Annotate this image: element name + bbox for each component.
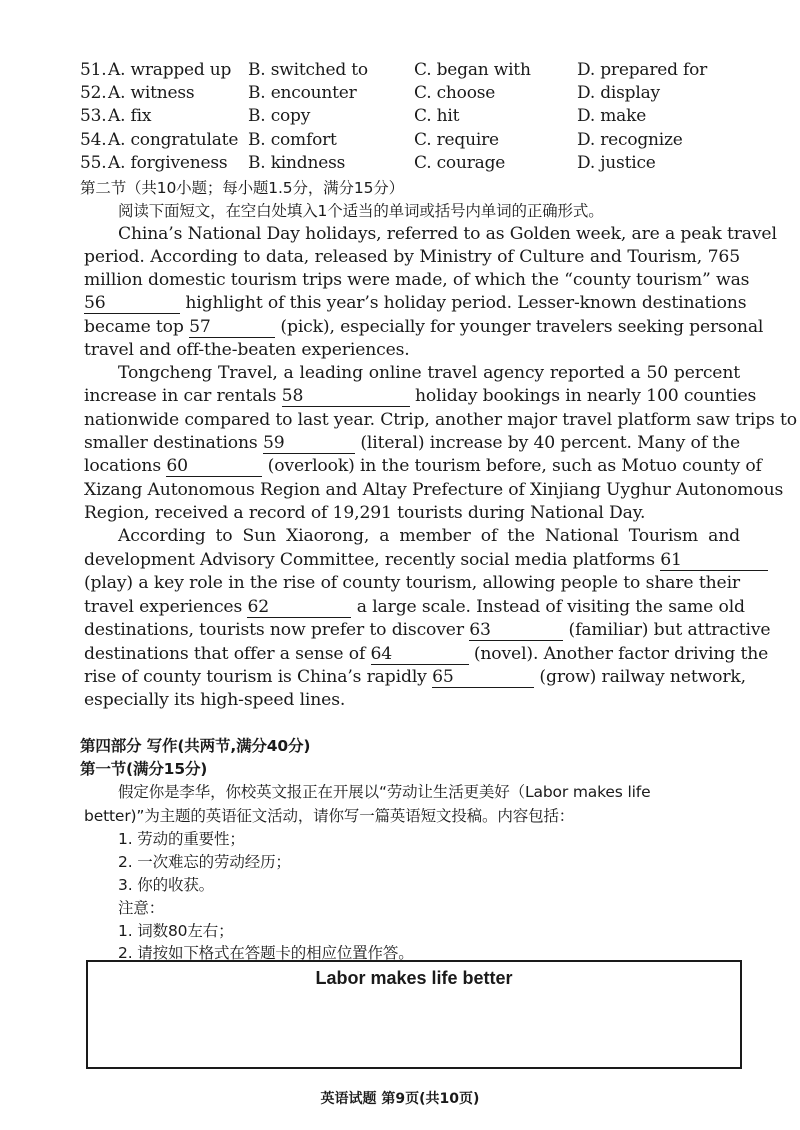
option-b: B. encounter [248, 83, 357, 103]
question-number: 51. [80, 60, 107, 80]
blank-59[interactable]: 59 [263, 433, 355, 454]
passage-line [84, 455, 762, 478]
question-number: 52. [80, 83, 107, 103]
option-row-51 [80, 60, 760, 83]
passage-line: According to Sun Xiaorong, a member of the National Tourism and [118, 526, 740, 546]
passage-text: (grow) railway network, [539, 667, 746, 687]
option-c: C. hit [414, 106, 460, 126]
passage-text: destinations, tourists now prefer to discover [84, 620, 464, 640]
passage-text: destinations that offer a sense of [84, 644, 366, 664]
note-item: 1. 词数80左右； [118, 922, 234, 940]
passage-line [84, 619, 771, 642]
content-item: 3. 你的收获。 [118, 876, 215, 894]
option-a: A. congratulate [108, 130, 239, 150]
option-b: B. comfort [248, 130, 337, 150]
page-footer: 英语试题 第9页(共10页) [320, 1091, 480, 1107]
option-row-55 [80, 153, 760, 176]
passage-text: increase in car rentals [84, 386, 277, 406]
option-b: B. kindness [248, 153, 346, 173]
option-d: D. recognize [577, 130, 683, 150]
passage-text: (overlook) in the tourism before, such as Motuo county of [267, 456, 762, 476]
passage-line [84, 432, 740, 455]
option-c: C. courage [414, 153, 506, 173]
passage-line: especially its high-speed lines. [84, 690, 346, 710]
passage-line: (play) a key role in the rise of county tourism, allowing people to share their [84, 573, 740, 593]
passage-line [84, 596, 745, 619]
option-d: D. prepared for [577, 60, 708, 80]
option-d: D. make [577, 106, 647, 126]
part4-heading: 第四部分 写作(共两节,满分40分) [80, 737, 311, 755]
blank-65[interactable]: 65 [432, 667, 534, 688]
passage-text: travel experiences [84, 597, 243, 617]
passage-line: nationwide compared to last year. Ctrip, another major travel platform saw trips to [84, 410, 797, 430]
section2-heading: 第二节（共10小题；每小题1.5分，满分15分） [80, 179, 404, 197]
option-b: B. switched to [248, 60, 368, 80]
answer-box-title: Labor makes life better [315, 968, 513, 988]
option-row-52 [80, 83, 760, 106]
answer-box[interactable] [86, 960, 742, 1069]
prompt-line: better)”为主题的英语征文活动，请你写一篇英语短文投稿。内容包括： [84, 807, 575, 825]
option-a: A. witness [108, 83, 195, 103]
passage-line: million domestic tourism trips were made, of which the “county tourism” was [84, 270, 750, 290]
passage-text: smaller destinations [84, 433, 258, 453]
option-c: C. require [414, 130, 499, 150]
question-number: 53. [80, 106, 107, 126]
passage-text: rise of county tourism is China’s rapidly [84, 667, 427, 687]
option-d: D. justice [577, 153, 656, 173]
passage-text: highlight of this year’s holiday period. Lesser-known destinations [185, 293, 747, 313]
passage-line: Xizang Autonomous Region and Altay Prefecture of Xinjiang Uyghur Autonomous [84, 480, 784, 500]
passage-line: travel and off-the-beaten experiences. [84, 340, 410, 360]
content-item: 2. 一次难忘的劳动经历； [118, 853, 291, 871]
option-row-53 [80, 106, 760, 129]
passage-text: (novel). Another factor driving the [473, 644, 769, 664]
option-c: C. choose [414, 83, 496, 103]
section2-instruction: 阅读下面短文，在空白处填入1个适当的单词或括号内单词的正确形式。 [118, 202, 604, 220]
passage-line [84, 292, 747, 315]
blank-56[interactable]: 56 [84, 293, 180, 314]
blank-60[interactable]: 60 [166, 456, 262, 477]
content-item: 1. 劳动的重要性； [118, 830, 245, 848]
passage-text: holiday bookings in nearly 100 counties [415, 386, 757, 406]
blank-64[interactable]: 64 [371, 644, 469, 665]
option-row-54 [80, 130, 760, 153]
passage-text: (familiar) but attractive [568, 620, 771, 640]
passage-line [84, 643, 769, 666]
passage-text: (literal) increase by 40 percent. Many of the [360, 433, 740, 453]
option-c: C. began with [414, 60, 531, 80]
passage-line [84, 666, 746, 689]
note-label: 注意： [118, 899, 165, 917]
passage-line [84, 316, 764, 339]
note-item: 2. 请按如下格式在答题卡的相应位置作答。 [118, 944, 414, 962]
passage-text: development Advisory Committee, recently social media platforms [84, 550, 655, 570]
passage-text: a large scale. Instead of visiting the same old [356, 597, 745, 617]
blank-61[interactable]: 61 [660, 550, 768, 571]
passage-text: locations [84, 456, 162, 476]
blank-57[interactable]: 57 [189, 317, 275, 338]
option-a: A. fix [108, 106, 152, 126]
passage-line [84, 385, 757, 408]
passage-line: Tongcheng Travel, a leading online travel agency reported a 50 percent [118, 363, 740, 383]
part4-subheading: 第一节(满分15分) [80, 760, 208, 778]
option-b: B. copy [248, 106, 311, 126]
blank-58[interactable]: 58 [282, 386, 410, 407]
passage-line: China’s National Day holidays, referred to as Golden week, are a peak travel [118, 224, 777, 244]
passage-text: (pick), especially for younger travelers seeking personal [280, 317, 764, 337]
prompt-line: 假定你是李华，你校英文报正在开展以“劳动让生活更美好（Labor makes life [118, 783, 651, 801]
option-d: D. display [577, 83, 660, 103]
option-a: A. wrapped up [108, 60, 232, 80]
question-number: 54. [80, 130, 107, 150]
passage-line: Region, received a record of 19,291 tourists during National Day. [84, 503, 646, 523]
passage-line [84, 549, 740, 572]
blank-62[interactable]: 62 [247, 597, 351, 618]
option-a: A. forgiveness [108, 153, 228, 173]
passage-text: became top [84, 317, 184, 337]
question-number: 55. [80, 153, 107, 173]
blank-63[interactable]: 63 [469, 620, 563, 641]
passage-line: period. According to data, released by Ministry of Culture and Tourism, 765 [84, 247, 740, 267]
